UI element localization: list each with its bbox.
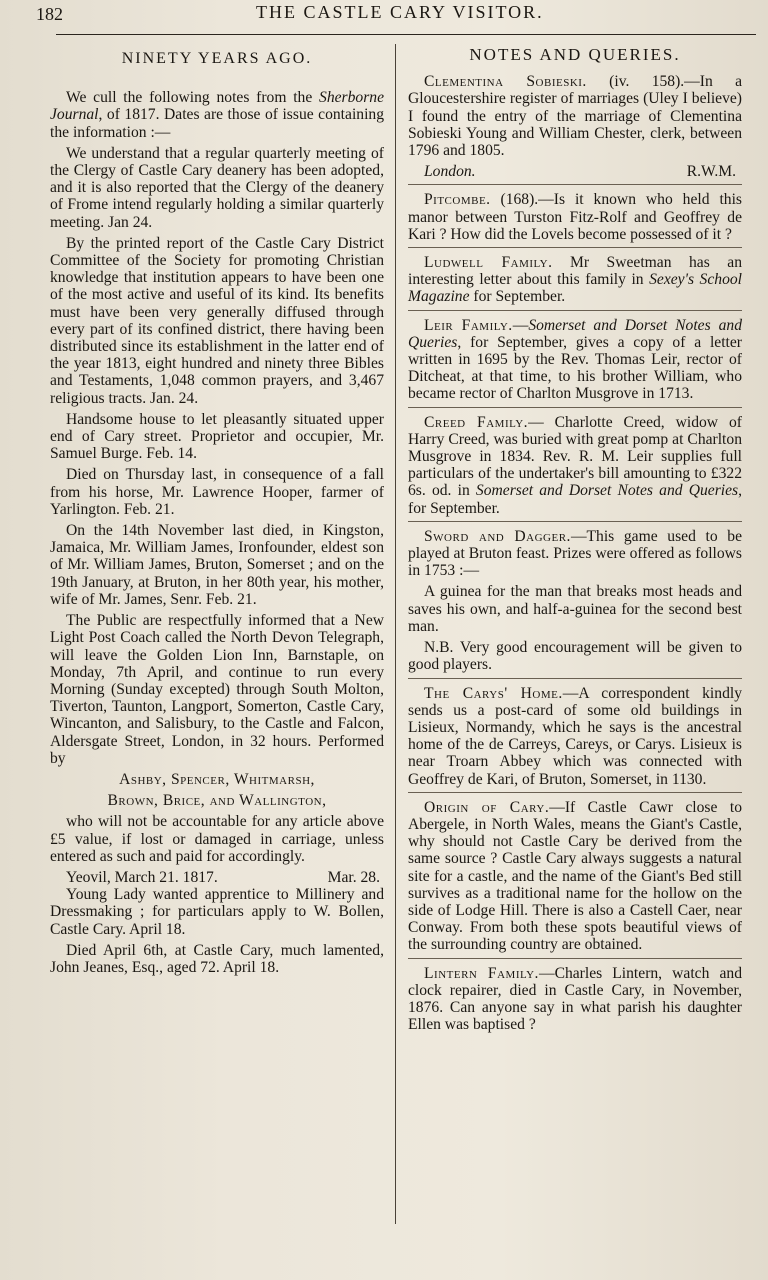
jeanes-death-paragraph: Died April 6th, at Castle Cary, much lamented, John Jeanes, Esq., aged 72. April 18.: [50, 941, 384, 976]
prize-description: A guinea for the man that breaks most heads and saves his own, and half-a-guinea for the second best man.: [408, 583, 742, 635]
apprentice-paragraph: Young Lady wanted apprentice to Millinery and Dressmaking ; for particulars apply to W. Bollen, Castle Cary. April 18.: [50, 886, 384, 938]
divider: [408, 247, 742, 248]
query-pitcombe: Pitcombe. (168).—Is it known who held this manor between Turston Fitz-Rolf and Geoffrey de Kari ? How did the Lovels become possessed of it ?: [408, 191, 742, 243]
query-signature: [408, 163, 742, 180]
proprietors-line-1: Ashby, Spencer, Whitmarsh,: [119, 770, 315, 788]
header-rule: [56, 34, 756, 35]
divider: [408, 678, 742, 679]
left-column: [50, 44, 384, 980]
query-creed: Creed Family.— Charlotte Creed, widow of Harry Creed, was buried with great pomp at Charlton Musgrove in 1834. Rev. R. M. Leir supplies full particulars of the undertaker's bill amounting to £322 6s. od. in Somerset and Dorset Notes and Queries, for September.: [408, 413, 742, 517]
page-header: [0, 0, 768, 34]
query-origin-of-cary: Origin of Cary.—If Castle Cawr close to Abergele, in North Wales, means the Giant's Castle, why should not Castle Cary be derived from the same source ? Castle Cary always suggests a natural site for a castle, and the name of the Giant's Bed still survives as a traditional name for the hollow on the side of Lodge Hill. There is also a Castell Caer, near Conway. From both these spots beautiful views of the surrounding country are obtained.: [408, 798, 743, 954]
query-sobieski: Clementina Sobieski. (iv. 158).—In a Gloucestershire register of marriages (Uley I believe) I found the entry of the marriage of Clementina Sobieski Young and William Chester, clerk, between 1796 and 1805.: [408, 73, 742, 160]
right-column: [408, 44, 742, 1037]
page-number: 182: [36, 4, 63, 24]
divider: [408, 184, 742, 185]
james-death-paragraph: On the 14th November last died, in Kingston, Jamaica, Mr. William James, Ironfounder, eldest son of Mr. William James, Bruton, Somerset ; and on the 19th January, at Bruton, in her 80th year, his mother, wife of Mr. James, Senr. Feb. 21.: [50, 522, 384, 608]
clergy-meeting-paragraph: We understand that a regular quarterly meeting of the Clergy of Castle Cary deanery has been adopted, and it is also reported that the Clergy of the deanery of Frome intend regularly holding a similar quarterly meeting. Jan 24.: [50, 144, 384, 231]
nota-bene: N.B. Very good encouragement will be given to good players.: [408, 639, 742, 674]
left-heading: NINETY YEARS AGO.: [121, 50, 313, 67]
query-leir: Leir Family.—Somerset and Dorset Notes and Queries, for September, gives a copy of a letter written in 1695 by the Rev. Thomas Leir, rector of Ditcheat, at that time, to his brother William, who became rector of Charlton Musgrove in 1713.: [408, 316, 742, 403]
accountability-paragraph: who will not be accountable for any article above £5 value, if lost or damaged in carriage, unless entered as such and paid for accordingly.: [50, 813, 384, 865]
query-carys-home: The Carys' Home.—A correspondent kindly sends us a post-card of some old buildings in Lisieux, Normandy, which he says is the ancestral home of the de Carreys, Careys, or Carys. Lisieux is near Troarn Abbey which was connected with Geoffrey de Kari, of Bruton, Somerset, in 1130.: [408, 684, 742, 788]
divider: [408, 407, 742, 408]
divider: [408, 958, 742, 959]
signature-place: London.: [424, 163, 476, 181]
post-coach-paragraph: The Public are respectfully informed that a New Light Post Coach called the North Devon Telegraph, will leave the Golden Lion Inn, Barnstaple, on Monday, 7th April, and continue to run every Morning (Sunday excepted) through South Molton, Tiverton, Taunton, Langport, Somerton, Castle Cary, Wincanton, and Salisbury, to the Castle and Falcon, Aldersgate Street, London, in 32 hours. Performed by: [50, 612, 384, 767]
right-heading: NOTES AND QUERIES.: [469, 45, 681, 64]
hooper-death-paragraph: Died on Thursday last, in consequence of a fall from his horse, Mr. Lawrence Hooper, farmer of Yarlington. Feb. 21.: [50, 466, 384, 518]
divider: [408, 792, 742, 793]
query-lintern: Lintern Family.—Charles Lintern, watch and clock repairer, died in Castle Cary, in November, 1876. Can anyone say in what parish his daughter Ellen was baptised ?: [408, 964, 742, 1034]
proprietors-line-2: Brown, Brice, and Wallington,: [107, 792, 327, 810]
divider: [408, 521, 742, 522]
column-divider: [395, 44, 396, 1224]
divider: [408, 310, 742, 311]
query-sword-dagger: Sword and Dagger.—This game used to be played at Bruton feast. Prizes were offered as follows in 1753 :—: [408, 527, 742, 580]
yeovil-dateline: [50, 869, 384, 886]
running-title: THE CASTLE CARY VISITOR.: [256, 2, 544, 22]
signature-initials: R.W.M.: [686, 163, 736, 181]
dateline-place: Yeovil, March 21. 1817.: [66, 868, 218, 886]
intro-paragraph: We cull the following notes from the Sherborne Journal, of 1817. Dates are those of issue containing the information :—: [50, 89, 384, 141]
house-to-let-paragraph: Handsome house to let pleasantly situated upper end of Cary street. Proprietor and occupier, Mr. Samuel Burge. Feb. 14.: [50, 410, 384, 463]
dateline-date: Mar. 28.: [327, 868, 380, 886]
society-report-paragraph: By the printed report of the Castle Cary District Committee of the Society for promoting Christian knowledge that institution appears to have been one of the most active and useful of its kind. Its benefits must have been very generally diffused through every part of its confined district, there having been distributed since its establishment in the latter end of the year 1813, eight hundred and ninety three Bibles and Testaments, 1,048 common prayers, and 3,467 religious tracts. Jan. 24.: [50, 234, 384, 407]
query-ludwell: Ludwell Family. Mr Sweetman has an interesting letter about this family in Sexey's School Magazine for September.: [408, 254, 742, 306]
